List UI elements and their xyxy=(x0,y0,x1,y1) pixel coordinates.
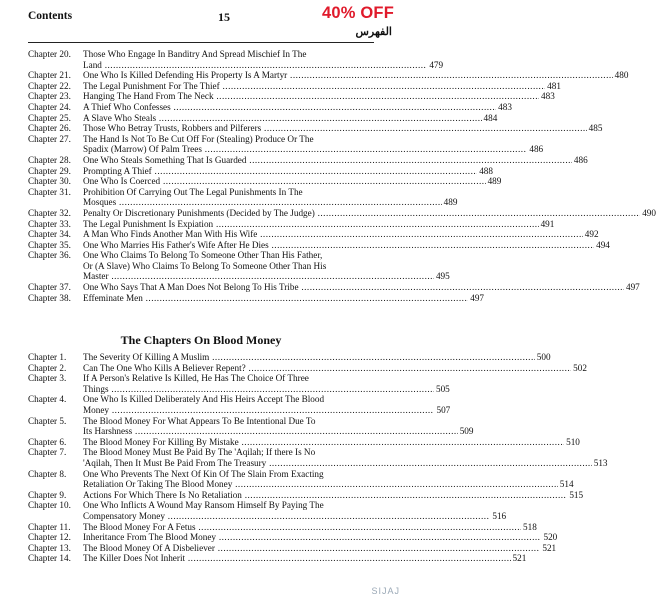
page-ref: 488 xyxy=(479,165,493,176)
chapter-title xyxy=(83,155,588,166)
page-ref: 483 xyxy=(541,91,555,102)
page-ref: 514 xyxy=(559,479,574,490)
page-ref: 500 xyxy=(536,352,551,362)
page-ref: 489 xyxy=(487,176,502,187)
chapter-title-line: The Severity Of Killing A Muslim ..... xyxy=(83,352,551,363)
toc-entry xyxy=(28,415,474,437)
chapter-title-line: One Who Says That A Man Does Not Belong To His Tribe ..... xyxy=(83,282,640,293)
chapter-title xyxy=(83,134,543,155)
chapter-title-line: Spadix (Marrow) Of Palm Trees ..... xyxy=(83,144,543,155)
chapter-title xyxy=(83,70,628,81)
chapter-title-line: Its Harshness ..... xyxy=(83,426,473,437)
chapter-title xyxy=(83,437,580,448)
discount-badge: 40% OFF xyxy=(321,4,394,22)
toc-entry xyxy=(28,250,450,282)
chapter-title xyxy=(83,373,450,394)
chapter-title xyxy=(83,229,599,240)
chapter-number: Chapter 3. xyxy=(28,373,67,384)
chapter-title xyxy=(83,363,587,374)
section-title: The Chapters On Blood Money xyxy=(120,333,282,347)
chapter-title-line: Those Who Engage In Banditry And Spread Mischief In The xyxy=(83,49,307,59)
toc-entry xyxy=(28,176,502,187)
chapter-title xyxy=(83,219,554,230)
chapter-title-line: One Who Is Killed Deliberately And His Heirs Accept The Blood xyxy=(83,394,325,405)
chapter-number: Chapter 35. xyxy=(28,239,71,250)
chapter-title-line: Actions For Which There Is No Retaliation ..... xyxy=(83,490,583,501)
chapter-number: Chapter 13. xyxy=(28,542,71,553)
page-ref: 489 xyxy=(443,197,458,208)
toc-entry xyxy=(28,373,450,394)
chapter-title xyxy=(83,553,526,564)
toc-entry xyxy=(28,80,561,92)
page-ref: 520 xyxy=(543,532,558,543)
chapter-title xyxy=(83,282,640,293)
page-ref: 484 xyxy=(483,112,498,123)
page-ref: 509 xyxy=(459,426,474,437)
chapter-number: Chapter 23. xyxy=(28,91,71,102)
page-ref: 495 xyxy=(435,271,450,282)
chapter-title xyxy=(83,91,555,102)
chapter-number: Chapter 11. xyxy=(28,521,71,532)
chapter-title-line: Retaliation Or Taking The Blood Money ..... xyxy=(83,479,574,490)
chapter-title-line: Master ..... xyxy=(83,271,450,282)
chapter-title-line: Prohibition Of Carrying Out The Legal Punishments In The xyxy=(83,186,303,197)
chapter-title xyxy=(83,394,450,415)
chapter-title xyxy=(83,447,608,468)
chapter-number: Chapter 14. xyxy=(28,553,71,564)
toc-entry xyxy=(28,436,580,448)
chapter-number: Chapter 34. xyxy=(28,229,71,240)
toc-entry xyxy=(28,239,610,251)
chapter-number: Chapter 24. xyxy=(28,101,71,112)
chapter-title-line: Those Who Betray Trusts, Robbers and Pilferers ..... xyxy=(83,123,602,134)
toc-entry xyxy=(28,362,587,374)
chapter-title xyxy=(83,166,493,177)
chapter-number: Chapter 37. xyxy=(28,282,71,293)
chapter-number: Chapter 20. xyxy=(28,49,71,59)
toc-entry xyxy=(28,282,640,293)
chapter-title-line: The Blood Money Of A Disbeliever ..... xyxy=(83,543,556,554)
chapter-title-line: The Legal Punishment For The Thief ..... xyxy=(83,81,561,92)
chapter-title-line: One Who Marries His Father's Wife After He Dies ..... xyxy=(83,240,610,251)
chapter-title xyxy=(83,49,443,70)
chapter-number: Chapter 26. xyxy=(28,123,71,134)
toc-entry xyxy=(28,207,656,219)
page-ref: 485 xyxy=(588,123,603,134)
page-ref: 516 xyxy=(492,510,507,521)
chapter-title-line: 'Aqilah, Then It Must Be Paid From The Treasury ..... xyxy=(83,458,608,469)
chapter-title-line: A Slave Who Steals ..... xyxy=(83,113,497,124)
chapter-number: Chapter 29. xyxy=(28,165,71,176)
chapter-title-line: Money ..... xyxy=(83,405,450,416)
page-ref: 510 xyxy=(566,436,580,447)
chapter-title-line: Penalty Or Discretionary Punishments (Decided by The Judge) ..... xyxy=(83,208,656,219)
chapter-title xyxy=(83,240,610,251)
page-ref: 492 xyxy=(584,229,599,240)
chapter-title-line: One Who Inflicts A Wound May Ransom Himself By Paying The xyxy=(83,500,324,511)
chapter-number: Chapter 10. xyxy=(28,500,71,511)
chapter-title xyxy=(83,416,473,437)
chapter-number: Chapter 33. xyxy=(28,218,71,229)
chapter-title-line: A Thief Who Confesses ..... xyxy=(83,102,512,113)
chapter-title-line: The Blood Money Must Be Paid By The 'Aqilah; If there Is No xyxy=(83,447,316,458)
chapter-title xyxy=(83,208,656,219)
chapter-title xyxy=(83,352,551,363)
toc-entry xyxy=(28,229,599,240)
toc-entry xyxy=(28,218,555,230)
page-ref: 505 xyxy=(435,383,450,394)
toc-entry xyxy=(28,123,603,134)
chapter-title-line: Inheritance From The Blood Money ..... xyxy=(83,532,557,543)
toc-entry xyxy=(28,500,507,521)
toc-entry xyxy=(28,101,512,113)
toc-entry xyxy=(28,521,537,533)
running-head-arabic: الفهرس xyxy=(355,26,392,38)
toc-entry xyxy=(28,91,555,102)
chapter-number: Chapter 28. xyxy=(28,154,71,165)
chapter-title-line: Can The One Who Kills A Believer Repent? ..... xyxy=(83,363,587,374)
chapter-number: Chapter 27. xyxy=(28,133,71,144)
chapter-number: Chapter 8. xyxy=(28,468,67,479)
chapter-title xyxy=(83,543,556,554)
chapter-title xyxy=(83,469,574,490)
chapter-number: Chapter 25. xyxy=(28,112,71,123)
chapter-title-line: One Who Is Killed Defending His Property Is A Martyr ..... xyxy=(83,70,628,81)
chapter-number: Chapter 7. xyxy=(28,447,67,458)
chapter-title xyxy=(83,102,512,113)
toc-entry xyxy=(28,489,584,501)
chapter-title-line: The Hand Is Not To Be Cut Off For (Stealing) Produce Or The xyxy=(83,133,314,144)
chapter-title-line: The Killer Does Not Inherit ..... xyxy=(83,553,526,564)
chapter-number: Chapter 12. xyxy=(28,532,71,543)
chapter-title-line: Things ..... xyxy=(83,384,450,395)
page-ref: 481 xyxy=(547,80,561,91)
chapter-number: Chapter 38. xyxy=(28,292,71,303)
chapter-title-line: One Who Steals Something That Is Guarded ..... xyxy=(83,155,588,166)
chapter-number: Chapter 4. xyxy=(28,394,67,405)
chapter-title-line: One Who Prevents The Next Of Kin Of The Slain From Exacting xyxy=(83,468,324,479)
chapter-title-line: Land ..... xyxy=(83,60,443,71)
page-ref: 494 xyxy=(596,239,610,250)
page-ref: 480 xyxy=(614,70,629,81)
chapter-title-line: Compensatory Money ..... xyxy=(83,511,506,522)
page-ref: 497 xyxy=(625,282,640,293)
chapter-title-line: The Blood Money For What Appears To Be Intentional Due To xyxy=(83,415,316,426)
page-ref: 497 xyxy=(470,292,485,303)
chapter-title-line: A Man Who Finds Another Man With His Wife ..... xyxy=(83,229,599,240)
chapter-number: Chapter 32. xyxy=(28,207,71,218)
chapter-title xyxy=(83,532,557,543)
watermark: SIJAJ xyxy=(371,586,400,596)
page-ref: 507 xyxy=(436,404,451,415)
chapter-title-line: If A Person's Relative Is Killed, He Has The Choice Of Three xyxy=(83,373,309,384)
chapter-title xyxy=(83,490,583,501)
toc-entry xyxy=(28,292,485,304)
chapter-title xyxy=(83,123,602,134)
chapter-number: Chapter 6. xyxy=(28,436,67,447)
toc-entry xyxy=(28,186,458,208)
chapter-number: Chapter 22. xyxy=(28,80,71,91)
chapter-number: Chapter 30. xyxy=(28,176,71,187)
toc-entry xyxy=(28,532,558,543)
chapter-title xyxy=(83,81,561,92)
toc-entry xyxy=(28,468,574,490)
chapter-number: Chapter 21. xyxy=(28,70,71,81)
chapter-title-line: Mosques ..... xyxy=(83,197,457,208)
chapter-title-line: The Blood Money For Killing By Mistake ..... xyxy=(83,437,580,448)
chapter-title xyxy=(83,187,457,208)
page-ref: 521 xyxy=(542,542,557,553)
page-ref: 486 xyxy=(573,154,588,165)
chapter-title-line: Effeminate Men ..... xyxy=(83,293,484,304)
toc-entry xyxy=(28,542,557,554)
chapter-title xyxy=(83,500,506,521)
chapter-number: Chapter 31. xyxy=(28,186,71,197)
chapter-title xyxy=(83,176,501,187)
toc-entry xyxy=(28,112,498,124)
page-ref: 518 xyxy=(523,521,537,532)
chapter-number: Chapter 36. xyxy=(28,250,71,261)
header-divider xyxy=(28,42,374,43)
toc-entry xyxy=(28,394,451,415)
chapter-number: Chapter 1. xyxy=(28,352,67,362)
toc-entry xyxy=(28,49,444,70)
toc-list-blood-money xyxy=(28,352,608,564)
toc-entry xyxy=(28,133,544,155)
page-ref: 479 xyxy=(429,59,444,70)
chapter-title-line: The Legal Punishment Is Expiation ..... xyxy=(83,219,554,230)
chapter-number: Chapter 2. xyxy=(28,362,67,373)
chapter-title-line: The Blood Money For A Fetus ..... xyxy=(83,522,537,533)
toc-entry xyxy=(28,154,588,166)
chapter-title xyxy=(83,293,484,304)
page-ref: 521 xyxy=(512,553,527,564)
chapter-title-line: Or (A Slave) Who Claims To Belong To Someone Other Than His xyxy=(83,260,327,271)
chapter-title-line: One Who Is Coerced ..... xyxy=(83,176,501,187)
page-ref: 486 xyxy=(529,144,544,155)
chapter-title-line: One Who Claims To Belong To Someone Other Than His Father, xyxy=(83,250,323,261)
toc-entry xyxy=(28,165,493,177)
chapter-number: Chapter 5. xyxy=(28,415,67,426)
chapter-title xyxy=(83,113,497,124)
toc-list-chapters-20-38 xyxy=(28,49,656,303)
page-ref: 483 xyxy=(498,101,512,112)
page-number: 15 xyxy=(218,10,230,24)
chapter-number: Chapter 9. xyxy=(28,489,67,500)
chapter-title-line: Prompting A Thief ..... xyxy=(83,166,493,177)
chapter-title-line: Hanging The Hand From The Neck ..... xyxy=(83,91,555,102)
page-ref: 490 xyxy=(642,207,656,218)
toc-entry xyxy=(28,352,551,363)
chapter-title xyxy=(83,522,537,533)
page-ref: 513 xyxy=(593,457,608,468)
page-ref: 502 xyxy=(573,362,587,373)
page-ref: 491 xyxy=(540,218,555,229)
toc-entry xyxy=(28,553,527,564)
chapter-title xyxy=(83,250,450,282)
page-ref: 515 xyxy=(569,489,584,500)
toc-entry xyxy=(28,70,629,81)
toc-entry xyxy=(28,447,608,468)
running-head-contents: Contents xyxy=(28,10,73,22)
